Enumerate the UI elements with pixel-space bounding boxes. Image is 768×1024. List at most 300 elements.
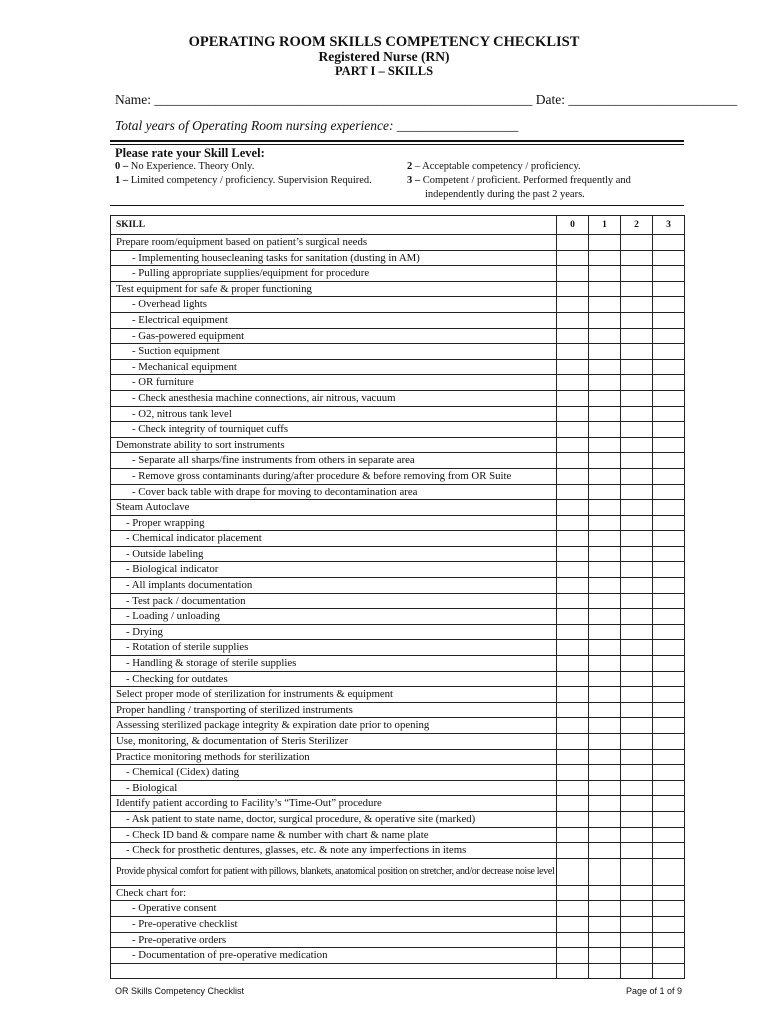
rating-0-cell[interactable] <box>557 718 589 734</box>
rating-2-cell[interactable] <box>621 500 653 516</box>
table-row <box>111 266 685 282</box>
rating-0-cell[interactable] <box>557 640 589 656</box>
rating-3-cell[interactable] <box>653 266 685 282</box>
rating-2-cell[interactable] <box>621 916 653 932</box>
rating-3-cell[interactable] <box>653 718 685 734</box>
rating-3-cell[interactable] <box>653 843 685 859</box>
rating-3-cell[interactable] <box>653 796 685 812</box>
table-row <box>111 328 685 344</box>
document-subtitle: Registered Nurse (RN) <box>318 49 450 64</box>
rating-2-cell[interactable] <box>621 562 653 578</box>
rating-0-cell[interactable] <box>557 609 589 625</box>
skill-cell: - Biological <box>111 780 557 796</box>
rating-2-cell[interactable] <box>621 901 653 917</box>
table-row <box>111 765 685 781</box>
rating-2-cell[interactable] <box>621 671 653 687</box>
header-rating-3: 3 <box>653 216 685 235</box>
rating-0-cell[interactable] <box>557 780 589 796</box>
skill-cell: - All implants documentation <box>111 578 557 594</box>
rating-1-cell[interactable] <box>589 656 621 672</box>
rating-1-cell[interactable] <box>589 885 621 901</box>
rating-1-cell[interactable] <box>589 468 621 484</box>
rating-3-cell[interactable] <box>653 515 685 531</box>
rating-0-cell[interactable] <box>557 312 589 328</box>
skill-cell: - Biological indicator <box>111 562 557 578</box>
rating-2-cell[interactable] <box>621 453 653 469</box>
rating-1-cell[interactable] <box>589 562 621 578</box>
legend-level-0 <box>115 161 254 172</box>
rating-3-cell[interactable] <box>653 858 685 885</box>
legend-level-2-text: – Acceptable competency / proficiency. <box>412 161 581 172</box>
rating-2-cell[interactable] <box>621 235 653 251</box>
divider-thick <box>110 140 684 142</box>
table-row <box>111 546 685 562</box>
rating-3-cell[interactable] <box>653 344 685 360</box>
skill-cell: - Drying <box>111 624 557 640</box>
skill-cell: Prepare room/equipment based on patient’s surgical needs <box>111 235 557 251</box>
skill-cell: Demonstrate ability to sort instruments <box>111 437 557 453</box>
rating-2-cell[interactable] <box>621 406 653 422</box>
rating-0-cell[interactable] <box>557 765 589 781</box>
skill-cell: - Check ID band & compare name & number with chart & name plate <box>111 827 557 843</box>
rating-0-cell[interactable] <box>557 916 589 932</box>
rating-3-cell[interactable] <box>653 468 685 484</box>
skill-cell: - Operative consent <box>111 901 557 917</box>
skill-cell: - OR furniture <box>111 375 557 391</box>
rating-1-cell[interactable] <box>589 235 621 251</box>
rating-3-cell[interactable] <box>653 624 685 640</box>
rating-3-cell[interactable] <box>653 932 685 948</box>
table-row <box>111 734 685 750</box>
rating-2-cell[interactable] <box>621 640 653 656</box>
legend-level-0-text: No Experience. Theory Only. <box>128 161 255 172</box>
table-row <box>111 796 685 812</box>
rating-1-cell[interactable] <box>589 843 621 859</box>
rating-3-cell[interactable] <box>653 281 685 297</box>
rating-0-cell[interactable] <box>557 422 589 438</box>
skill-cell: - Documentation of pre-operative medication <box>111 948 557 964</box>
table-row <box>111 609 685 625</box>
skill-cell: - Overhead lights <box>111 297 557 313</box>
rating-1-cell[interactable] <box>589 609 621 625</box>
rating-3-cell[interactable] <box>653 562 685 578</box>
table-row <box>111 531 685 547</box>
rating-2-cell[interactable] <box>621 963 653 979</box>
rating-3-cell[interactable] <box>653 963 685 979</box>
rating-3-cell[interactable] <box>653 297 685 313</box>
rating-2-cell[interactable] <box>621 749 653 765</box>
rating-3-cell[interactable] <box>653 235 685 251</box>
rating-0-cell[interactable] <box>557 546 589 562</box>
header-rating-0: 0 <box>557 216 589 235</box>
rating-0-cell[interactable] <box>557 827 589 843</box>
rating-0-cell[interactable] <box>557 515 589 531</box>
skill-cell: - Outside labeling <box>111 546 557 562</box>
rating-1-cell[interactable] <box>589 901 621 917</box>
rating-1-cell[interactable] <box>589 453 621 469</box>
skill-cell: - Pulling appropriate supplies/equipment for procedure <box>111 266 557 282</box>
rating-2-cell[interactable] <box>621 827 653 843</box>
rating-3-cell[interactable] <box>653 734 685 750</box>
skill-cell: - Implementing housecleaning tasks for sanitation (dusting in AM) <box>111 250 557 266</box>
rating-1-cell[interactable] <box>589 749 621 765</box>
rating-0-cell[interactable] <box>557 266 589 282</box>
skill-cell: - Rotation of sterile supplies <box>111 640 557 656</box>
rating-0-cell[interactable] <box>557 734 589 750</box>
table-row <box>111 780 685 796</box>
rating-3-cell[interactable] <box>653 687 685 703</box>
table-row <box>111 656 685 672</box>
table-row <box>111 624 685 640</box>
rating-2-cell[interactable] <box>621 266 653 282</box>
rating-0-cell[interactable] <box>557 948 589 964</box>
skill-cell: - Remove gross contaminants during/after procedure & before removing from OR Suite <box>111 468 557 484</box>
rating-1-cell[interactable] <box>589 932 621 948</box>
rating-3-cell[interactable] <box>653 359 685 375</box>
rating-3-cell[interactable] <box>653 811 685 827</box>
table-row <box>111 468 685 484</box>
rating-0-cell[interactable] <box>557 885 589 901</box>
rating-2-cell[interactable] <box>621 422 653 438</box>
rating-2-cell[interactable] <box>621 843 653 859</box>
rating-1-cell[interactable] <box>589 811 621 827</box>
footer-page-number: Page of 1 of 9 <box>625 986 682 996</box>
rating-2-cell[interactable] <box>621 932 653 948</box>
rating-2-cell[interactable] <box>621 593 653 609</box>
rating-3-cell[interactable] <box>653 484 685 500</box>
table-row <box>111 718 685 734</box>
rating-2-cell[interactable] <box>621 885 653 901</box>
skill-cell <box>111 963 557 979</box>
rating-1-cell[interactable] <box>589 734 621 750</box>
rating-2-cell[interactable] <box>621 734 653 750</box>
name-date-field[interactable]: Name: ________________________________________________________ Date: _________________________ <box>115 92 738 107</box>
skill-cell: - Proper wrapping <box>111 515 557 531</box>
rating-1-cell[interactable] <box>589 531 621 547</box>
rating-3-cell[interactable] <box>653 916 685 932</box>
rating-3-cell[interactable] <box>653 656 685 672</box>
rating-2-cell[interactable] <box>621 702 653 718</box>
skill-cell: - Check anesthesia machine connections, air nitrous, vacuum <box>111 390 557 406</box>
rating-0-cell[interactable] <box>557 901 589 917</box>
rating-3-cell[interactable] <box>653 390 685 406</box>
table-row <box>111 453 685 469</box>
rating-3-cell[interactable] <box>653 406 685 422</box>
table-row <box>111 390 685 406</box>
rating-0-cell[interactable] <box>557 671 589 687</box>
skills-table-body <box>111 235 685 979</box>
experience-field[interactable]: Total years of Operating Room nursing experience: __________________ <box>115 118 519 133</box>
legend-level-0-num: 0 – <box>115 161 129 172</box>
rating-1-cell[interactable] <box>589 624 621 640</box>
rating-0-cell[interactable] <box>557 500 589 516</box>
rating-3-cell[interactable] <box>653 780 685 796</box>
rating-3-cell[interactable] <box>653 765 685 781</box>
divider-legend <box>110 205 684 206</box>
rating-1-cell[interactable] <box>589 671 621 687</box>
header-rating-1: 1 <box>589 216 621 235</box>
legend-level-3 <box>407 175 631 186</box>
rating-0-cell[interactable] <box>557 702 589 718</box>
rating-2-cell[interactable] <box>621 546 653 562</box>
rating-0-cell[interactable] <box>557 858 589 885</box>
skill-cell: - Chemical (Cidex) dating <box>111 765 557 781</box>
rating-0-cell[interactable] <box>557 375 589 391</box>
skill-cell: - Loading / unloading <box>111 609 557 625</box>
table-row <box>111 437 685 453</box>
table-row <box>111 359 685 375</box>
rating-1-cell[interactable] <box>589 702 621 718</box>
rating-0-cell[interactable] <box>557 578 589 594</box>
rating-1-cell[interactable] <box>589 780 621 796</box>
skill-cell: Practice monitoring methods for sterilization <box>111 749 557 765</box>
table-row <box>111 375 685 391</box>
rating-0-cell[interactable] <box>557 656 589 672</box>
rating-2-cell[interactable] <box>621 250 653 266</box>
skill-cell: Use, monitoring, & documentation of Steris Sterilizer <box>111 734 557 750</box>
rating-1-cell[interactable] <box>589 687 621 703</box>
rating-3-cell[interactable] <box>653 546 685 562</box>
rating-3-cell[interactable] <box>653 375 685 391</box>
table-row <box>111 484 685 500</box>
rating-0-cell[interactable] <box>557 484 589 500</box>
table-row <box>111 901 685 917</box>
rating-1-cell[interactable] <box>589 344 621 360</box>
rating-2-cell[interactable] <box>621 312 653 328</box>
rating-1-cell[interactable] <box>589 963 621 979</box>
rating-3-cell[interactable] <box>653 901 685 917</box>
rating-2-cell[interactable] <box>621 811 653 827</box>
table-row <box>111 885 685 901</box>
table-row <box>111 297 685 313</box>
rating-3-cell[interactable] <box>653 250 685 266</box>
header-rating-2: 2 <box>621 216 653 235</box>
rating-0-cell[interactable] <box>557 359 589 375</box>
rating-0-cell[interactable] <box>557 811 589 827</box>
legend-level-3-text: Competent / proficient. Performed frequently and <box>420 175 631 186</box>
skill-cell: - Cover back table with drape for moving to decontamination area <box>111 484 557 500</box>
rating-1-cell[interactable] <box>589 718 621 734</box>
skill-cell: - Test pack / documentation <box>111 593 557 609</box>
rating-0-cell[interactable] <box>557 593 589 609</box>
skill-cell: - Pre-operative checklist <box>111 916 557 932</box>
rating-3-cell[interactable] <box>653 948 685 964</box>
legend-level-1 <box>115 175 372 186</box>
table-row <box>111 281 685 297</box>
rating-1-cell[interactable] <box>589 515 621 531</box>
rating-2-cell[interactable] <box>621 359 653 375</box>
rating-3-cell[interactable] <box>653 422 685 438</box>
table-row <box>111 562 685 578</box>
rating-1-cell[interactable] <box>589 312 621 328</box>
rating-2-cell[interactable] <box>621 484 653 500</box>
skill-cell: - Gas-powered equipment <box>111 328 557 344</box>
divider-thin <box>110 144 684 145</box>
skill-cell: - Handling & storage of sterile supplies <box>111 656 557 672</box>
rating-0-cell[interactable] <box>557 328 589 344</box>
rating-0-cell[interactable] <box>557 297 589 313</box>
rating-0-cell[interactable] <box>557 281 589 297</box>
rating-3-cell[interactable] <box>653 671 685 687</box>
rating-1-cell[interactable] <box>589 796 621 812</box>
rating-0-cell[interactable] <box>557 344 589 360</box>
rating-3-cell[interactable] <box>653 827 685 843</box>
skill-cell: - O2, nitrous tank level <box>111 406 557 422</box>
skill-cell: - Pre-operative orders <box>111 932 557 948</box>
rating-2-cell[interactable] <box>621 531 653 547</box>
rating-3-cell[interactable] <box>653 609 685 625</box>
rating-2-cell[interactable] <box>621 948 653 964</box>
rating-2-cell[interactable] <box>621 656 653 672</box>
rating-1-cell[interactable] <box>589 390 621 406</box>
table-row <box>111 687 685 703</box>
legend-level-3-continued: independently during the past 2 years. <box>425 189 585 200</box>
rating-3-cell[interactable] <box>653 453 685 469</box>
skills-table <box>110 215 685 979</box>
rating-2-cell[interactable] <box>621 390 653 406</box>
rating-2-cell[interactable] <box>621 281 653 297</box>
rating-0-cell[interactable] <box>557 468 589 484</box>
rating-2-cell[interactable] <box>621 624 653 640</box>
rating-2-cell[interactable] <box>621 344 653 360</box>
table-row <box>111 406 685 422</box>
rating-3-cell[interactable] <box>653 328 685 344</box>
rating-1-cell[interactable] <box>589 765 621 781</box>
rating-0-cell[interactable] <box>557 687 589 703</box>
rating-2-cell[interactable] <box>621 765 653 781</box>
table-row <box>111 515 685 531</box>
rating-2-cell[interactable] <box>621 796 653 812</box>
rating-3-cell[interactable] <box>653 531 685 547</box>
legend-level-3-num: 3 – <box>407 175 421 186</box>
table-row <box>111 932 685 948</box>
rating-0-cell[interactable] <box>557 406 589 422</box>
rating-3-cell[interactable] <box>653 437 685 453</box>
skill-cell: Assessing sterilized package integrity & expiration date prior to opening <box>111 718 557 734</box>
rating-1-cell[interactable] <box>589 640 621 656</box>
rating-2-cell[interactable] <box>621 328 653 344</box>
table-row <box>111 250 685 266</box>
header-skill: SKILL <box>111 216 557 235</box>
rating-0-cell[interactable] <box>557 796 589 812</box>
rating-1-cell[interactable] <box>589 328 621 344</box>
rating-0-cell[interactable] <box>557 235 589 251</box>
table-row <box>111 312 685 328</box>
legend-level-2-num: 2 <box>407 161 413 172</box>
rating-2-cell[interactable] <box>621 687 653 703</box>
rating-2-cell[interactable] <box>621 609 653 625</box>
skill-cell: - Checking for outdates <box>111 671 557 687</box>
skill-cell: Steam Autoclave <box>111 500 557 516</box>
rating-2-cell[interactable] <box>621 297 653 313</box>
rating-0-cell[interactable] <box>557 390 589 406</box>
rating-3-cell[interactable] <box>653 578 685 594</box>
rating-0-cell[interactable] <box>557 932 589 948</box>
rating-1-cell[interactable] <box>589 484 621 500</box>
rating-1-cell[interactable] <box>589 578 621 594</box>
rating-1-cell[interactable] <box>589 297 621 313</box>
rating-3-cell[interactable] <box>653 749 685 765</box>
table-row <box>111 500 685 516</box>
table-row <box>111 749 685 765</box>
legend-level-1-text: Limited competency / proficiency. Supervision Required. <box>128 175 372 186</box>
rating-1-cell[interactable] <box>589 359 621 375</box>
skill-cell: - Mechanical equipment <box>111 359 557 375</box>
rating-0-cell[interactable] <box>557 749 589 765</box>
rating-1-cell[interactable] <box>589 437 621 453</box>
table-row <box>111 916 685 932</box>
rating-0-cell[interactable] <box>557 843 589 859</box>
skill-cell: Test equipment for safe & proper functioning <box>111 281 557 297</box>
rating-2-cell[interactable] <box>621 718 653 734</box>
rating-1-cell[interactable] <box>589 500 621 516</box>
table-header-row <box>111 216 685 235</box>
skill-cell: Check chart for: <box>111 885 557 901</box>
rating-0-cell[interactable] <box>557 963 589 979</box>
legend-level-2 <box>407 161 581 172</box>
rating-3-cell[interactable] <box>653 593 685 609</box>
rating-2-cell[interactable] <box>621 515 653 531</box>
table-row <box>111 858 685 885</box>
rating-2-cell[interactable] <box>621 375 653 391</box>
rating-1-cell[interactable] <box>589 266 621 282</box>
rating-2-cell[interactable] <box>621 437 653 453</box>
rating-1-cell[interactable] <box>589 593 621 609</box>
rating-3-cell[interactable] <box>653 500 685 516</box>
rating-0-cell[interactable] <box>557 250 589 266</box>
rating-1-cell[interactable] <box>589 422 621 438</box>
rating-3-cell[interactable] <box>653 702 685 718</box>
rating-0-cell[interactable] <box>557 437 589 453</box>
rating-2-cell[interactable] <box>621 468 653 484</box>
rating-1-cell[interactable] <box>589 281 621 297</box>
legend-title: Please rate your Skill Level: <box>115 146 265 160</box>
table-row <box>111 671 685 687</box>
rating-1-cell[interactable] <box>589 916 621 932</box>
rating-3-cell[interactable] <box>653 885 685 901</box>
rating-1-cell[interactable] <box>589 858 621 885</box>
table-row <box>111 948 685 964</box>
rating-2-cell[interactable] <box>621 858 653 885</box>
rating-1-cell[interactable] <box>589 827 621 843</box>
rating-0-cell[interactable] <box>557 624 589 640</box>
skill-cell: Provide physical comfort for patient with pillows, blankets, anatomical position on stretcher, and/or decrease noise level <box>111 858 557 885</box>
rating-1-cell[interactable] <box>589 375 621 391</box>
rating-3-cell[interactable] <box>653 640 685 656</box>
rating-1-cell[interactable] <box>589 546 621 562</box>
table-row <box>111 843 685 859</box>
footer-title: OR Skills Competency Checklist <box>115 986 245 996</box>
skill-cell: - Check for prosthetic dentures, glasses, etc. & note any imperfections in items <box>111 843 557 859</box>
skill-cell: - Suction equipment <box>111 344 557 360</box>
table-row <box>111 422 685 438</box>
skill-cell: Select proper mode of sterilization for instruments & equipment <box>111 687 557 703</box>
rating-1-cell[interactable] <box>589 948 621 964</box>
rating-1-cell[interactable] <box>589 250 621 266</box>
rating-2-cell[interactable] <box>621 578 653 594</box>
skill-cell: - Electrical equipment <box>111 312 557 328</box>
rating-0-cell[interactable] <box>557 531 589 547</box>
rating-0-cell[interactable] <box>557 562 589 578</box>
rating-1-cell[interactable] <box>589 406 621 422</box>
rating-0-cell[interactable] <box>557 453 589 469</box>
skill-cell: - Check integrity of tourniquet cuffs <box>111 422 557 438</box>
document-part: PART I – SKILLS <box>334 64 434 78</box>
skill-cell: Identify patient according to Facility’s “Time-Out” procedure <box>111 796 557 812</box>
rating-3-cell[interactable] <box>653 312 685 328</box>
skill-cell: - Ask patient to state name, doctor, surgical procedure, & operative site (marked) <box>111 811 557 827</box>
rating-2-cell[interactable] <box>621 780 653 796</box>
